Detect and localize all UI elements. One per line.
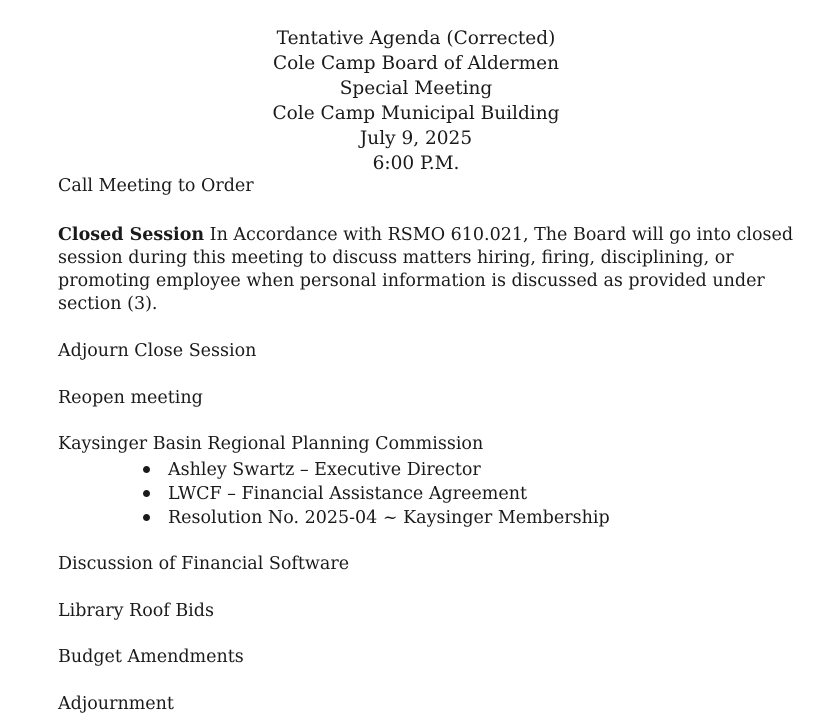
closed-session-text-2: session during this meeting to discuss matters hiring, firing, disciplining, or <box>58 248 734 268</box>
agenda-item-adjourn-close-session: Adjourn Close Session <box>58 341 257 361</box>
agenda-item-adjournment: Adjournment <box>58 694 174 714</box>
agenda-item-closed-session <box>58 224 794 316</box>
meeting-date: July 9, 2025 <box>359 128 473 149</box>
closed-session-text-4: section (3). <box>58 294 158 314</box>
meeting-location: Cole Camp Municipal Building <box>272 103 560 124</box>
bullet-text: LWCF – Financial Assistance Agreement <box>168 484 528 504</box>
closed-session-title: Closed Session <box>58 225 205 245</box>
agenda-header <box>0 26 832 176</box>
kaysinger-bullet-list <box>0 458 610 530</box>
agenda-item-budget-amendments: Budget Amendments <box>58 647 244 667</box>
list-item <box>0 506 610 530</box>
list-item <box>0 482 610 506</box>
meeting-type: Special Meeting <box>339 78 493 99</box>
bullet-text: Ashley Swartz – Executive Director <box>168 460 481 480</box>
bullet-icon <box>143 466 150 473</box>
bullet-icon <box>143 514 150 521</box>
agenda-item-reopen-meeting: Reopen meeting <box>58 388 203 408</box>
agenda-title: Tentative Agenda (Corrected) <box>276 28 556 49</box>
list-item <box>0 458 610 482</box>
bullet-text: Resolution No. 2025-04 ~ Kaysinger Membership <box>168 508 610 528</box>
closed-session-text-1: In Accordance with RSMO 610.021, The Board will go into closed <box>204 225 794 245</box>
agenda-item-library-roof-bids: Library Roof Bids <box>58 601 214 621</box>
closed-session-text-3: promoting employee when personal information is discussed as provided under <box>58 271 765 291</box>
agenda-item-financial-software: Discussion of Financial Software <box>58 554 350 574</box>
agenda-item-call-to-order: Call Meeting to Order <box>58 176 254 196</box>
agenda-item-kaysinger: Kaysinger Basin Regional Planning Commission <box>58 434 484 454</box>
bullet-icon <box>143 490 150 497</box>
meeting-time: 6:00 P.M. <box>372 153 460 174</box>
board-name: Cole Camp Board of Aldermen <box>272 53 559 74</box>
